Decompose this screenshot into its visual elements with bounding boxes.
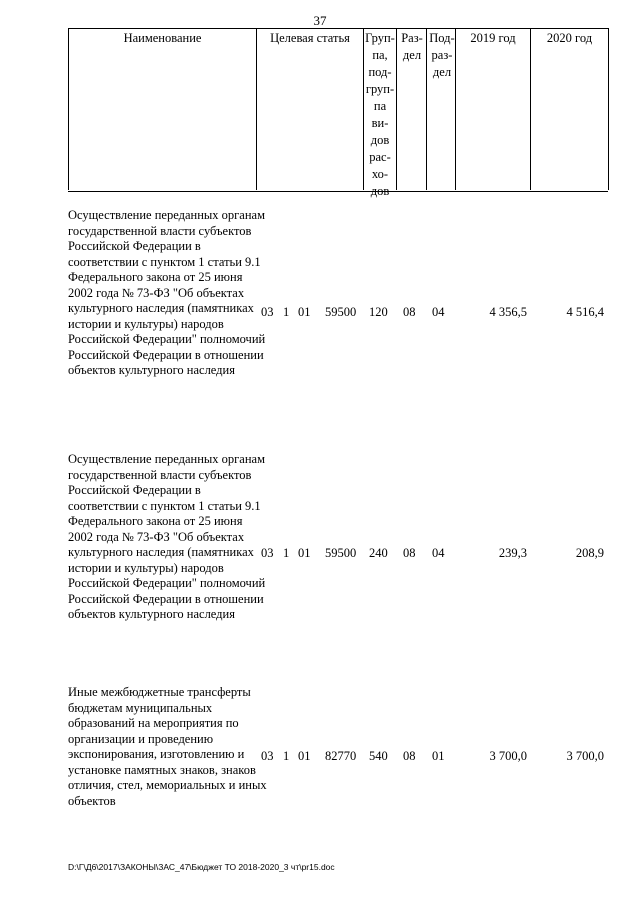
row-value-2019: 239,3 bbox=[498, 546, 527, 560]
row-group: 540 bbox=[369, 749, 388, 763]
row-name: Осуществление переданных органам государственной власти субъектов Российской Федерации в соответствии с пунктом 1 статьи 9.1 Федерального закона от 25 июня 2002 года № 73-ФЗ "Об объектах культурного наследия (памятниках истории и культуры) народов Российской Федерации" полномочий Российской Федерации в отношении объектов культурного наследия bbox=[68, 452, 266, 621]
header-target: Целевая статья bbox=[270, 31, 350, 45]
row-value-2019: 3 700,0 bbox=[489, 749, 527, 763]
page-number: 37 bbox=[313, 13, 327, 28]
header-name: Наименование bbox=[123, 31, 202, 45]
row-target-activity: 01 bbox=[298, 546, 311, 560]
header-2020: 2020 год bbox=[546, 31, 593, 45]
table-header bbox=[68, 28, 608, 192]
header-divider bbox=[363, 28, 364, 190]
header-border-right bbox=[608, 28, 609, 190]
row-name: Осуществление переданных органам государственной власти субъектов Российской Федерации в соответствии с пунктом 1 статьи 9.1 Федерального закона от 25 июня 2002 года № 73-ФЗ "Об объектах культурного наследия (памятниках истории и культуры) народов Российской Федерации" полномочий Российской Федерации в отношении объектов культурного наследия bbox=[68, 208, 266, 377]
row-value-2020: 208,9 bbox=[575, 546, 604, 560]
row-name: Иные межбюджетные трансферты бюджетам муниципальных образований на мероприятия по организации и проведению экспонирования, изготовлению и установке памятных знаков, знаков отличия, стел, мемориальных и иных объектов bbox=[68, 685, 267, 808]
header-divider bbox=[256, 28, 257, 190]
row-value-2019: 4 356,5 bbox=[489, 305, 527, 319]
row-target-program: 03 bbox=[261, 749, 274, 763]
row-value-2020: 3 700,0 bbox=[566, 749, 604, 763]
row-target-direction: 82770 bbox=[325, 749, 357, 763]
row-target-subprogram: 1 bbox=[283, 749, 290, 763]
header-2019: 2019 год bbox=[470, 31, 516, 45]
row-target-direction: 59500 bbox=[325, 546, 357, 560]
header-group: Груп- па, под- груп- па ви- дов рас- хо- дов bbox=[365, 31, 395, 198]
row-target-activity: 01 bbox=[298, 305, 311, 319]
row-target-activity: 01 bbox=[298, 749, 311, 763]
file-path-footer: D:\Г\Д6\2017\ЗАКОНЫ\ЗАС_47\Бюджет ТО 2018-2020_3 чт\pr15.doc bbox=[68, 862, 335, 872]
row-target-subprogram: 1 bbox=[283, 546, 290, 560]
row-section: 08 bbox=[403, 305, 416, 319]
row-target-direction: 59500 bbox=[325, 305, 357, 319]
header-subsection: Под- раз- дел bbox=[429, 31, 455, 79]
header-section: Раз- дел bbox=[401, 31, 423, 62]
row-target-program: 03 bbox=[261, 305, 274, 319]
row-section: 08 bbox=[403, 546, 416, 560]
row-subsection: 01 bbox=[432, 749, 445, 763]
header-border-left bbox=[68, 28, 69, 190]
row-target-program: 03 bbox=[261, 546, 274, 560]
row-group: 120 bbox=[369, 305, 388, 319]
row-target-subprogram: 1 bbox=[283, 305, 290, 319]
row-section: 08 bbox=[403, 749, 416, 763]
row-subsection: 04 bbox=[432, 546, 445, 560]
header-divider bbox=[530, 28, 531, 190]
row-value-2020: 4 516,4 bbox=[566, 305, 604, 319]
row-subsection: 04 bbox=[432, 305, 445, 319]
row-group: 240 bbox=[369, 546, 388, 560]
